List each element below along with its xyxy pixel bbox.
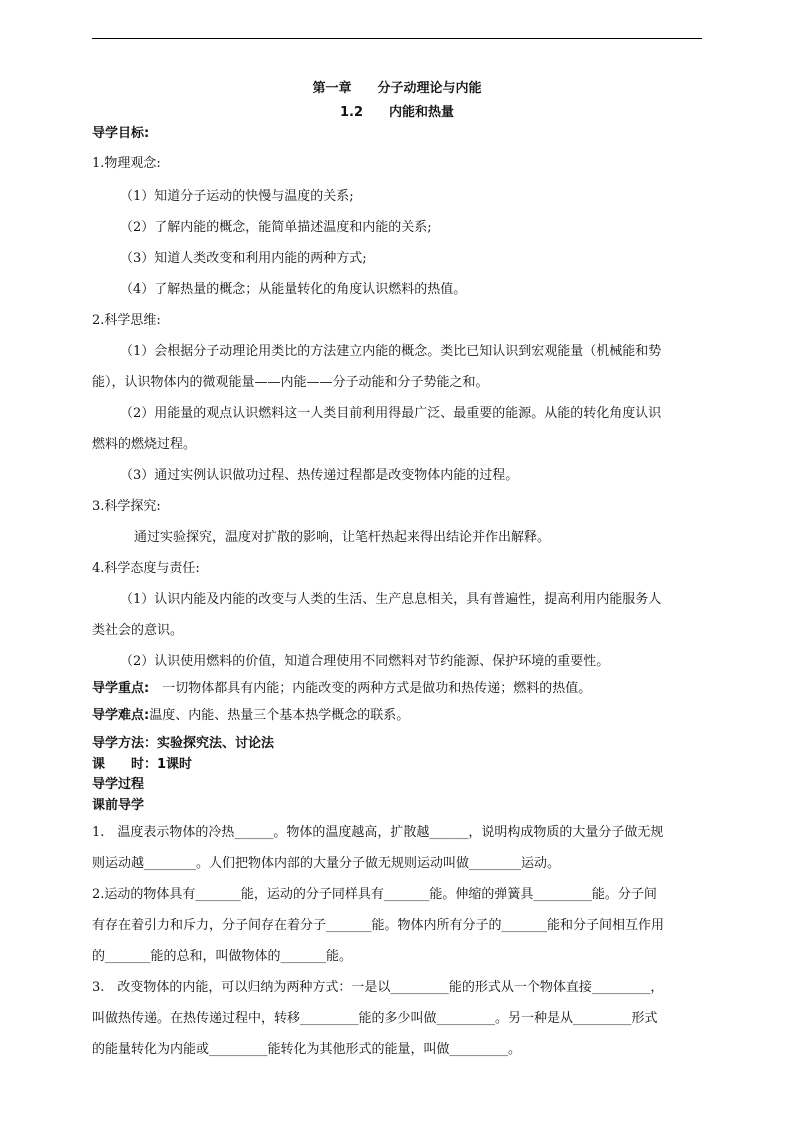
difficulties bbox=[92, 708, 409, 724]
physics-concept-item-2: （2）了解内能的概念，能简单描述温度和内能的关系; bbox=[120, 220, 432, 235]
question-1-line-2: 则运动越________。人们把物体内部的大量分子做无规则运动叫做________运动。 bbox=[92, 856, 561, 871]
scientific-thinking-item-2-line-2: 燃料的燃烧过程。 bbox=[92, 437, 197, 452]
scientific-thinking-item-1-line-1: （1）会根据分子动理论用类比的方法建立内能的概念。类比已知认识到宏观能量（机械能和势 bbox=[120, 344, 662, 359]
key-points-text: 一切物体都具有内能；内能改变的两种方式是做功和热传递；燃料的热值。 bbox=[149, 681, 592, 696]
question-2-line-1: 2.运动的物体具有_______能，运动的分子同样具有_______能。伸缩的弹簧具_________能。分子间 bbox=[92, 887, 657, 902]
scientific-thinking-item-1-line-2: 能），认识物体内的微观能量——内能——分子动能和分子势能之和。 bbox=[92, 375, 489, 390]
lesson-time: 课 时：1课时 bbox=[92, 757, 193, 772]
physics-concept-item-1: （1）知道分子运动的快慢与温度的关系; bbox=[120, 189, 354, 204]
attitude-item-1-line-2: 类社会的意识。 bbox=[92, 623, 184, 638]
physics-concept-item-3: （3）知道人类改变和利用内能的两种方式; bbox=[120, 251, 367, 266]
difficulties-label: 导学难点: bbox=[92, 708, 150, 723]
question-2-line-3: 的_______能的总和，叫做物体的_______能。 bbox=[92, 949, 353, 964]
attitude-item-1-line-1: （1）认识内能及内能的改变与人类的生活、生产息息相关，具有普遍性，提高利用内能服务人 bbox=[120, 592, 662, 607]
key-points bbox=[92, 681, 591, 697]
goals-heading: 导学目标: bbox=[92, 126, 150, 141]
scientific-thinking-item-2-line-1: （2）用能量的观点认识燃料这一人类目前利用得最广泛、最重要的能源。从能的转化角度认识 bbox=[120, 406, 662, 421]
attitude-item-2: （2）认识使用燃料的价值，知道合理使用不同燃料对节约能源、保护环境的重要性。 bbox=[120, 654, 610, 669]
question-2-line-2: 有存在着引力和斥力，分子间存在着分子_______能。物体内所有分子的_______能和分子间相互作用 bbox=[92, 918, 665, 933]
question-3-line-2: 叫做热传递。在热传递过程中，转移_________能的多少叫做_________。另一种是从_________形式 bbox=[92, 1011, 658, 1026]
scientific-thinking-heading: 2.科学思维: bbox=[92, 313, 161, 328]
physics-concept-item-4: （4）了解热量的概念；从能量转化的角度认识燃料的热值。 bbox=[120, 282, 467, 297]
chapter-title: 第一章 分子动理论与内能 bbox=[312, 81, 482, 96]
physics-concept-heading: 1.物理观念: bbox=[92, 156, 161, 171]
header-rule bbox=[92, 38, 702, 39]
pre-class-heading: 课前导学 bbox=[92, 798, 145, 813]
question-3-line-3: 的能量转化为内能或_________能转化为其他形式的能量，叫做_________。 bbox=[92, 1042, 522, 1057]
section-title: 1.2 内能和热量 bbox=[339, 105, 455, 120]
attitude-heading: 4.科学态度与责任: bbox=[92, 561, 200, 576]
scientific-inquiry-text: 通过实验探究，温度对扩散的影响，让笔杆热起来得出结论并作出解释。 bbox=[134, 530, 551, 545]
question-1-line-1: 1. 温度表示物体的冷热______。物体的温度越高，扩散越______，说明构成物质的大量分子做无规 bbox=[92, 825, 664, 840]
scientific-inquiry-heading: 3.科学探究: bbox=[92, 499, 161, 514]
method: 导学方法：实验探究法、讨论法 bbox=[92, 736, 275, 751]
key-points-label: 导学重点: bbox=[92, 681, 150, 696]
difficulties-text: 温度、内能、热量三个基本热学概念的联系。 bbox=[149, 708, 410, 723]
scientific-thinking-item-3: （3）通过实例认识做功过程、热传递过程都是改变物体内能的过程。 bbox=[120, 468, 519, 483]
question-3-line-1: 3. 改变物体的内能，可以归纳为两种方式：一是以_________能的形式从一个物体直接_________， bbox=[92, 980, 664, 995]
process-heading: 导学过程 bbox=[92, 777, 145, 792]
